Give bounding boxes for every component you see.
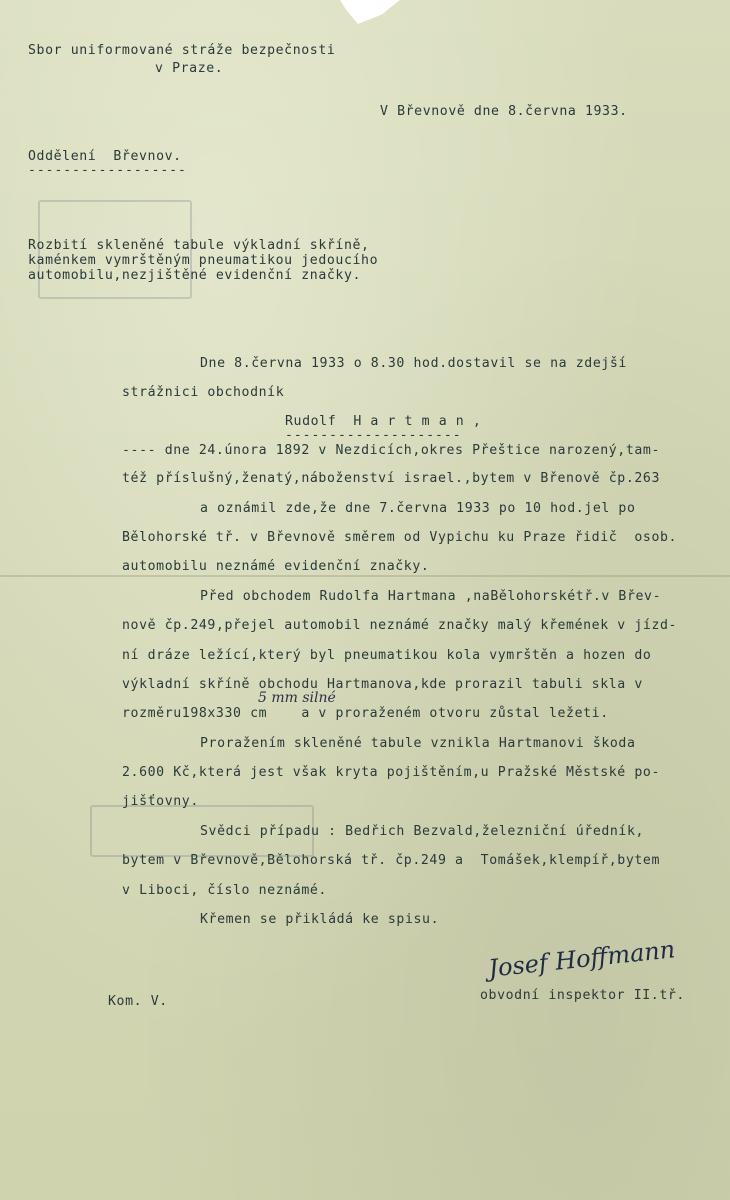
body-line: Bělohorské tř. v Břevnově směrem od Vypichu ku Praze řidič osob. (122, 530, 678, 545)
body-line: automobilu neznámé evidenční značky. (122, 559, 430, 574)
body-line: Před obchodem Rudolfa Hartmana ,naBělohorskétř.v Břev- (200, 589, 662, 604)
org-line-1: Sbor uniformované stráže bezpečnosti (28, 43, 336, 58)
subject-line-2: kaménkem vymrštěným pneumatikou jedoucího (28, 253, 379, 268)
body-line: Křemen se přikládá ke spisu. (200, 912, 440, 927)
body-line: též příslušný,ženatý,náboženství israel.,bytem v Břenově čp.263 (122, 471, 660, 486)
body-line: ní dráze ležící,který byl pneumatikou kola vymrštěn a hozen do (122, 648, 652, 663)
torn-edge (340, 0, 400, 24)
department-underline: ------------------ (28, 163, 187, 178)
person-name: Rudolf H a r t m a n , (285, 414, 482, 429)
org-line-2: v Praze. (155, 61, 224, 76)
body-line: strážnici obchodník (122, 385, 285, 400)
body-line: výkladní skříně obchodu Hartmanova,kde prorazil tabuli skla v (122, 677, 643, 692)
body-line: a oznámil zde,že dne 7.června 1933 po 10 hod.jel po (200, 501, 636, 516)
signer-title: obvodní inspektor II.tř. (480, 988, 685, 1003)
subject-line-3: automobilu,nezjištěné evidenční značky. (28, 268, 362, 283)
body-line: nově čp.249,přejel automobil neznámé značky malý křemének v jízd- (122, 618, 678, 633)
body-line: Dne 8.června 1933 o 8.30 hod.dostavil se na zdejší (200, 356, 627, 371)
body-line: rozměru198x330 cm a v proraženém otvoru zůstal ležeti. (122, 706, 609, 721)
body-line: jišťovny. (122, 794, 199, 809)
footer-ref: Kom. V. (108, 994, 168, 1009)
subject-line-1: Rozbití skleněné tabule výkladní skříně, (28, 238, 370, 253)
body-line: Proražením skleněné tabule vznikla Hartmanovi škoda (200, 736, 636, 751)
body-line: Svědci případu : Bedřich Bezvald,železniční úředník, (200, 824, 645, 839)
body-line: bytem v Břevnově,Bělohorská tř. čp.249 a Tomášek,klempíř,bytem (122, 853, 660, 868)
place-date: V Břevnově dne 8.června 1933. (380, 104, 628, 119)
body-line: v Liboci, číslo neznámé. (122, 883, 327, 898)
department: Oddělení Břevnov. (28, 149, 182, 164)
body-line: 2.600 Kč,která jest však kryta pojištěním,u Pražské Městské po- (122, 765, 660, 780)
name-underline: -------------------- (285, 428, 462, 443)
handwritten-signature: Josef Hoffmann (487, 935, 677, 983)
body-line: ---- dne 24.února 1892 v Nezdicích,okres Přeštice narozený,tam- (122, 443, 660, 458)
handwritten-insert: 5 mm silné (258, 690, 336, 706)
